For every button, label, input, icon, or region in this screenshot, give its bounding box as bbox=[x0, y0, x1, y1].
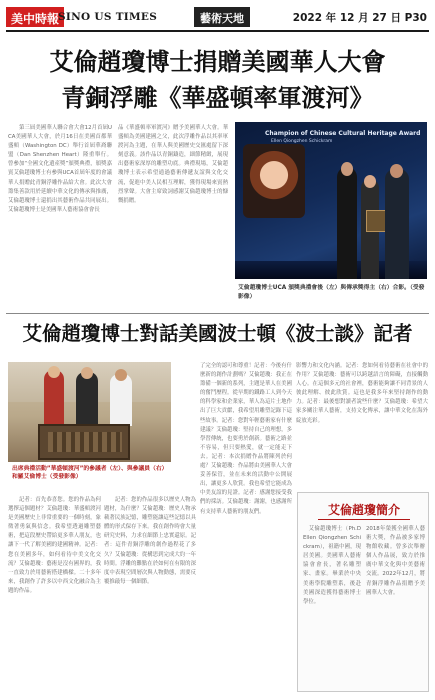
woman-center-head bbox=[81, 367, 93, 379]
article2-headline: 艾倫趙瓊博士對話美國波士頓《波士談》記者 bbox=[22, 322, 413, 345]
newspaper-english-name: SINO US TIMES bbox=[58, 11, 158, 23]
issue-date-page: 2022 年 12 月 27 日 P30 bbox=[292, 12, 427, 24]
person-left bbox=[337, 167, 357, 279]
article2-photo-caption: 出席典禮活動”華盛頓渡河”的參議者（左）、與參議員（右）和羅艾倫博士（受發影像） bbox=[12, 466, 168, 480]
photo-screen-subtitle: Ellen Qiongzhen Schickram bbox=[271, 139, 333, 144]
woman-left-head bbox=[48, 366, 60, 378]
interview-photo bbox=[8, 362, 171, 462]
profile-title-underline bbox=[318, 519, 410, 520]
portrait-on-screen bbox=[243, 144, 305, 218]
article1-body-column-2: 品《華盛頓率軍渡河》贈予美國華人大會。華盛頓為美國建國之父，此次浮雕作品以其率軍渡河為主題，在華人與美國歷史交匯處留下深刻意義。該作品以青銅鑄造，細節精緻，展現出藝術家深厚的雕塑功底。典禮現場，艾倫趙瓊博士表示希望通過藝術傳遞友誼與文化交流，促進中美人民相互理解，獲得現場來賓熱烈掌聲。大會主席致詞感謝艾倫趙瓊博士的慷慨捐贈。 bbox=[118, 125, 228, 204]
woman-left bbox=[44, 370, 64, 428]
person-left-head bbox=[341, 162, 353, 176]
article-divider bbox=[6, 313, 429, 314]
photo-screen-title: Champion of Chinese Cultural Heritage Award bbox=[265, 130, 421, 137]
woman-center bbox=[76, 372, 98, 428]
section-label: 藝術天地 bbox=[194, 7, 250, 27]
woman-right-head bbox=[115, 369, 127, 381]
profile-body-column-2: 2018年榮獲全國華人藝術大獎，作品被多家博物館收藏。曾多次舉辦個人作品展，致力於推廣中華文化與中美藝術交流。2022年12月，將青銅浮雕作品捐贈予美國華人大會。 bbox=[366, 526, 425, 596]
profile-body-column-1: 艾倫趙瓊博士（Ph.D Ellen Qiongzhen Schickram），祖籍中國，現居美國。美國華人藝術協會會長，著名雕塑家、畫家。畢業於中央美術學院雕塑系，後赴美國深造獲得藝術博士學位。 bbox=[303, 526, 361, 605]
masthead-divider bbox=[6, 30, 429, 32]
article2-body-column-2: 記者：您的作品很多以歷史人物為題材，為什麼？艾倫趙瓊：歷史人物承載著民族記憶，雕塑能讓這些記憶以具體的形式保存下來。我在創作時會大量研究史料，力求在細節上忠實還原。記者：這件青銅浮雕的創作過程花了多久？艾倫趙瓊：從構思到完成大約一年時間。浮雕的難點在於如何在有限的深度中表現空間層次與人物動態，需要反覆推敲每一個細節。 bbox=[104, 497, 196, 585]
woman-right bbox=[110, 374, 132, 426]
bronze-relief bbox=[38, 424, 130, 460]
article1-headline-line1: 艾倫趙瓊博士捐贈美國華人大會 bbox=[49, 48, 386, 76]
newspaper-logo: 美中時報 bbox=[6, 7, 64, 27]
article1-body-column-1: 第三屆美國華人聯合會大會12月首屆UCA美國華人大會，於月16日在美國首都華盛頓（Washington DC）舉行首屆華裔聯盟（Dan Shenzhen Heart）隆重舉行。曾參加“全國文化遺產獎”頒獎典禮，頒獎嘉賓艾倫趙瓊博士有參與UCA首屆年度的會議華人捐贈此青銅浮雕作品給大會。此次大會籌集善款用於延續中華文化的傳承與推廣，艾倫趙瓊博士還捐出其藝術作品共同展出。艾倫趙瓊博士是美國華人藝術協會會長 bbox=[8, 125, 112, 213]
person-right bbox=[385, 169, 409, 279]
article2-body-column-1: 記者：首先恭喜您。您的作品為何選擇這個題材？艾倫趙瓊：華盛頓渡河是美國歷史上非常重要的一個時刻，象徵著勇氣與信念。我希望透過雕塑藝術，把這段歷史帶給更多華人朋友，也讓下一代了解美國的建國精神。記者：您在美國多年，如何看待中美文化交流？艾倫趙瓊：藝術是沒有國界的，我一直致力於用藝術搭建橋樑。二十多年來，我創作了許多以中西文化融合為主題的作品。 bbox=[8, 497, 101, 594]
masthead bbox=[6, 6, 429, 28]
profile-title: 艾倫趙瓊簡介 bbox=[327, 503, 400, 517]
article1-headline-line2: 青銅浮雕《華盛頓率軍渡河》 bbox=[61, 84, 374, 112]
article2-body-column-4: 影響力和文化內涵。記者：您如何看待藝術在社會中的作用？艾倫趙瓊：藝術可以跨越語言的障礙，直接觸動人心。在這個多元的社會裡，藝術能夠讓不同背景的人彼此理解、彼此欣賞。這也是我多年來堅持創作的動力。記者：最後想對讀者說些什麼？艾倫趙瓊：希望大家多關注華人藝術，支持文化傳承，讓中華文化在海外綻放光彩。 bbox=[296, 363, 428, 424]
article2-body-column-3: 了完全的認可和尊重！記者：今後有什麼新的創作計劃嗎？艾倫趙瓊：我正在籌備一個新的系列，主題是華人在美國的奮鬥歷程。從早期的鐵路工人到今天的科學家和企業家，華人為這片土地作出了巨大貢獻，我希望用雕塑記錄下這些故事。記者：您對年輕藝術家有什麼建議？艾倫趙瓊：堅持自己的理想，多學習傳統，也要勇於創新。藝術之路並不容易，但只要熱愛，就一定能走下去。記者：本次捐贈作品將陳列於何處？艾倫趙瓊：作品將由美國華人大會妥善保管，並在未來的活動中公開展出，讓更多人欣賞。我也希望它能成為中美友誼的見證。記者：感謝您接受我們的採訪。艾倫趙瓊：謝謝，也感謝所有支持華人藝術的朋友們。 bbox=[200, 363, 292, 515]
article1-photo-caption: 艾倫趙瓊博士UCA 頒獎典禮會後（左）與傳承獎得主（右）合影。（受發影像） bbox=[238, 285, 425, 300]
person-center-head bbox=[364, 175, 376, 188]
profile-sidebar bbox=[297, 492, 429, 692]
award-ceremony-photo bbox=[235, 122, 427, 279]
person-right-head bbox=[390, 164, 403, 178]
